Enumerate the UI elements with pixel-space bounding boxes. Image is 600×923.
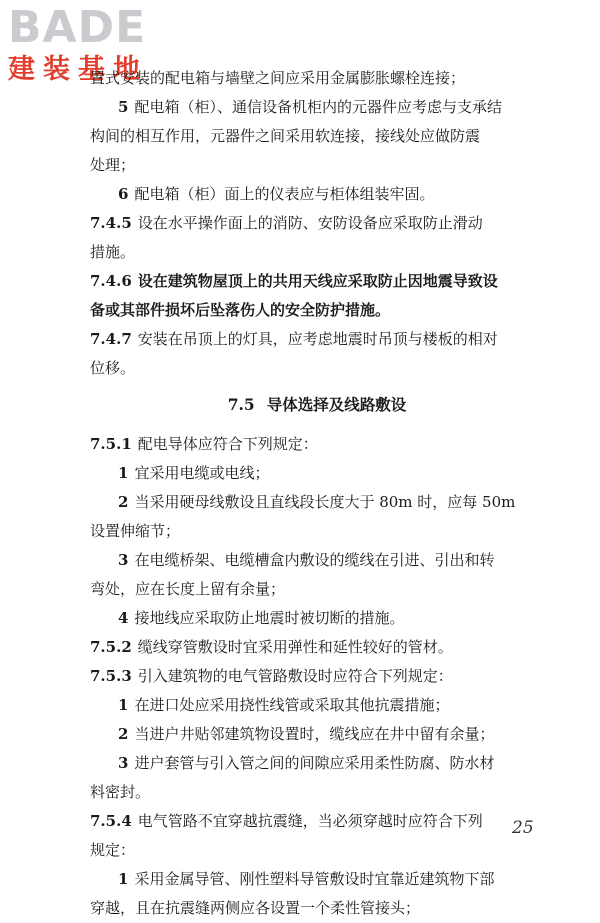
text-line: 设置伸缩节； — [90, 522, 181, 540]
page-number: 25 — [512, 818, 534, 838]
clause-item: 1 在进口处应采用挠性线管或采取其他抗震措施； — [118, 696, 450, 714]
document-body — [90, 64, 544, 923]
clause-7-4-5: 7.4.5 设在水平操作面上的消防、安防设备应采取防止滑动 — [90, 214, 483, 232]
clause-7-5-1: 7.5.1 配电导体应符合下列规定： — [90, 435, 318, 453]
logo-subtitle: 建装基地 — [8, 54, 148, 85]
text-line: 置式安装的配电箱与墙壁之间应采用金属膨胀螺栓连接； — [90, 69, 466, 87]
text-line: 处理； — [90, 156, 136, 174]
clause-item: 4 接地线应采取防止地震时被切断的措施。 — [118, 609, 405, 627]
section-heading: 7.5 导体选择及线路敷设 — [227, 395, 407, 414]
clause-item: 2 当进户井贴邻建筑物设置时，缆线应在井中留有余量； — [118, 725, 495, 743]
clause-item: 2 当采用硬母线敷设且直线段长度大于 80m 时，应每 50m — [118, 493, 516, 511]
text-line: 位移。 — [90, 359, 136, 377]
text-line: 料密封。 — [90, 783, 151, 801]
clause-7-5-2: 7.5.2 缆线穿管敷设时宜采用弹性和延性较好的管材。 — [90, 638, 453, 656]
text-line: 措施。 — [90, 243, 136, 261]
clause-item: 5 配电箱（柜）、通信设备机柜内的元器件应考虑与支承结 — [118, 98, 502, 116]
clause-item: 1 宜采用电缆或电线； — [118, 464, 270, 482]
clause-item: 6 配电箱（柜）面上的仪表应与柜体组装牢固。 — [118, 185, 435, 203]
clause-7-4-7: 7.4.7 安装在吊顶上的灯具，应考虑地震时吊顶与楼板的相对 — [90, 330, 498, 348]
text-line: 构间的相互作用，元器件之间采用软连接，接线处应做防震 — [90, 127, 481, 145]
clause-item: 3 在电缆桥架、电缆槽盒内敷设的缆线在引进、引出和转 — [118, 551, 495, 569]
text-line: 穿越，且在抗震缝两侧应各设置一个柔性管接头； — [90, 899, 421, 917]
clause-7-4-6: 7.4.6 设在建筑物屋顶上的共用天线应采取防止因地震导致设 — [90, 272, 498, 290]
text-line: 规定： — [90, 841, 136, 859]
clause-item: 1 采用金属导管、刚性塑料导管敷设时宜靠近建筑物下部 — [118, 870, 495, 888]
text-line: 弯处，应在长度上留有余量； — [90, 580, 286, 598]
clause-item: 3 进户套管与引入管之间的间隙应采用柔性防腐、防水材 — [118, 754, 495, 772]
text-line: 备或其部件损坏后坠落伤人的安全防护措施。 — [90, 301, 391, 319]
logo-wordmark: BADE — [8, 2, 147, 53]
clause-7-5-4: 7.5.4 电气管路不宜穿越抗震缝，当必须穿越时应符合下列 — [90, 812, 483, 830]
clause-7-5-3: 7.5.3 引入建筑物的电气管路敷设时应符合下列规定： — [90, 667, 453, 685]
